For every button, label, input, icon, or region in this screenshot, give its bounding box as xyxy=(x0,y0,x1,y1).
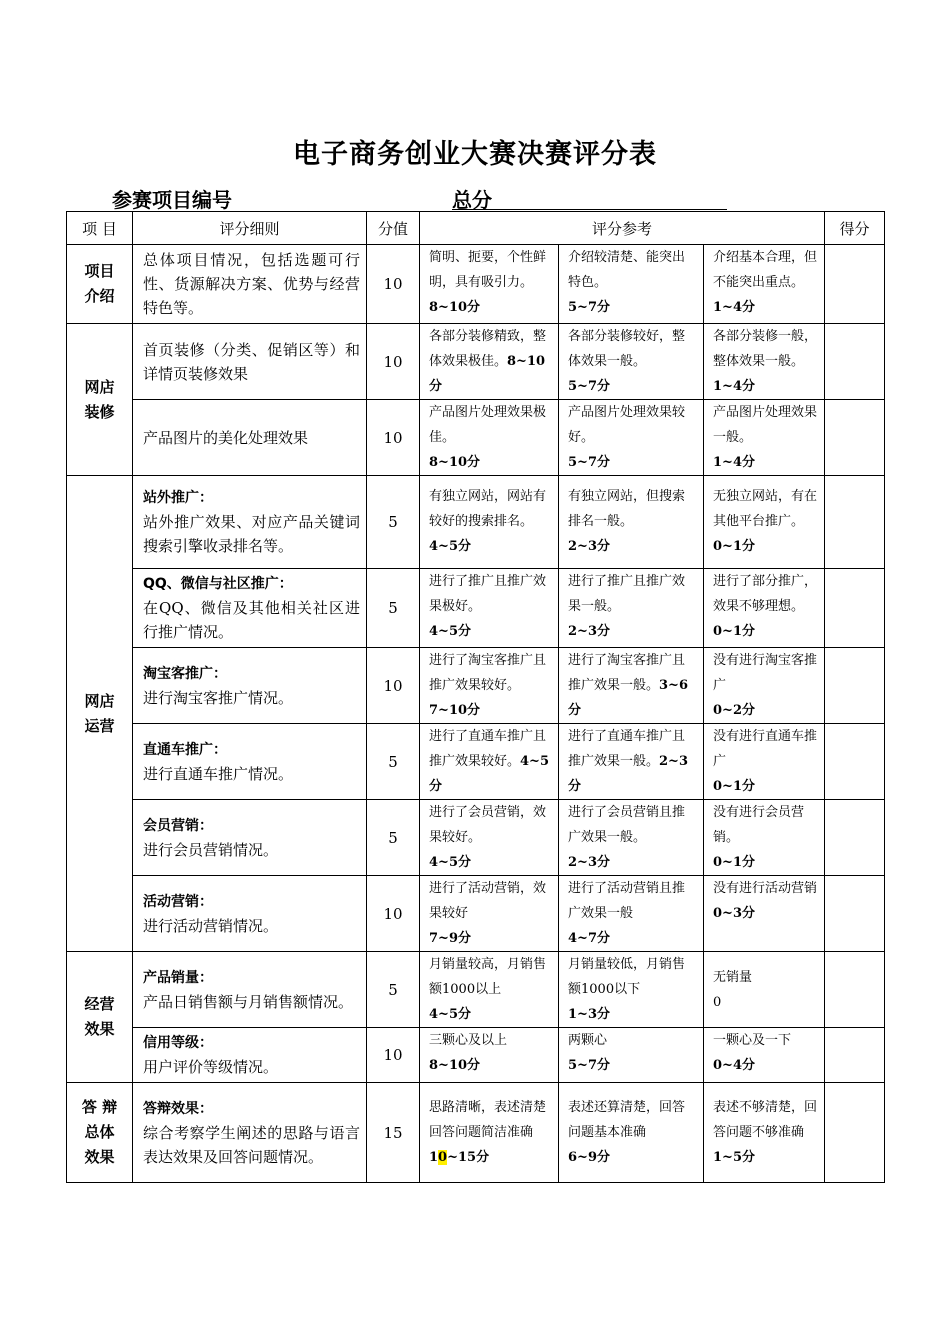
ref-range: 2~3分 xyxy=(568,754,688,794)
criteria-desc: 进行直通车推广情况。 xyxy=(143,764,294,783)
ref-text: 没有进行直通车推广 xyxy=(713,729,818,769)
ref-range: 4~5分 xyxy=(429,539,471,554)
reference-cell xyxy=(704,476,825,569)
category-line: 介绍 xyxy=(84,287,115,305)
category-line: 装修 xyxy=(84,402,115,421)
ref-range: 3~6分 xyxy=(568,678,688,718)
ref-text: 有独立网站，但搜索排名一般。 xyxy=(568,489,686,529)
ref-text: 进行了部分推广，效果不够理想。 xyxy=(713,574,818,614)
header-row xyxy=(67,212,885,245)
total-score-underline xyxy=(452,209,727,210)
ref-text: 简明、扼要，个性鲜明，具有吸引力。 xyxy=(429,250,547,290)
criteria-title: 信用等级： xyxy=(143,1035,213,1051)
score-cell[interactable] xyxy=(825,400,885,476)
criteria-title: 站外推广： xyxy=(143,490,213,506)
header-score: 得分 xyxy=(825,212,885,245)
ref-range: 8~10分 xyxy=(429,455,481,470)
ref-range: 0~1分 xyxy=(713,624,755,639)
reference-cell xyxy=(420,1083,559,1183)
criteria-cell xyxy=(133,569,367,648)
ref-text: 各部分装修一般，整体效果一般。 xyxy=(713,329,818,369)
score-cell[interactable] xyxy=(825,800,885,876)
ref-text: 一颗心及一下 xyxy=(713,1033,792,1048)
category-line: 运营 xyxy=(84,716,115,735)
ref-range: 8~10分 xyxy=(429,354,546,394)
ref-text: 无销量 xyxy=(713,969,753,985)
ref-range: 0~4分 xyxy=(713,1058,755,1073)
ref-text: 进行了直通车推广且推广效果较好。 xyxy=(429,729,547,769)
reference-cell xyxy=(420,569,559,648)
category-line: 总体 xyxy=(84,1123,115,1141)
criteria-desc: 进行会员营销情况。 xyxy=(143,840,279,859)
table-row xyxy=(67,1083,885,1183)
score-cell[interactable] xyxy=(825,952,885,1028)
table-row xyxy=(67,724,885,800)
reference-cell xyxy=(559,800,704,876)
reference-cell xyxy=(420,648,559,724)
table-row xyxy=(67,245,885,324)
score-cell[interactable] xyxy=(825,648,885,724)
score-cell[interactable] xyxy=(825,569,885,648)
ref-text: 没有进行淘宝客推广 xyxy=(713,653,818,693)
highlighted-digit: 0 xyxy=(438,1150,448,1165)
ref-text: 无独立网站，有在其他平台推广。 xyxy=(713,489,818,529)
ref-text: 月销量较高，月销售额1000以上 xyxy=(429,957,547,997)
score-cell[interactable] xyxy=(825,724,885,800)
ref-text: 进行了活动营销，效果较好 xyxy=(429,881,547,921)
category-biz xyxy=(67,952,133,1083)
reference-cell xyxy=(559,476,704,569)
category-line: 答 辩 xyxy=(81,1098,118,1116)
ref-text: 产品图片处理效果一般。 xyxy=(713,405,818,445)
reference-cell xyxy=(704,648,825,724)
ref-range: 1~3分 xyxy=(568,1007,610,1022)
score-cell[interactable] xyxy=(825,1028,885,1083)
ref-range: 1~4分 xyxy=(713,379,755,394)
criteria-title: 会员营销： xyxy=(143,817,213,834)
category-line: 效果 xyxy=(84,1020,115,1038)
table-row xyxy=(67,800,885,876)
reference-cell xyxy=(559,648,704,724)
criteria-cell xyxy=(133,1083,367,1183)
table-row xyxy=(67,876,885,952)
score-cell[interactable] xyxy=(825,1083,885,1183)
value-cell: 5 xyxy=(367,952,420,1028)
ref-range: 0~3分 xyxy=(713,906,755,921)
value-cell: 10 xyxy=(367,648,420,724)
reference-cell xyxy=(704,245,825,324)
project-number-label: 参赛项目编号 xyxy=(112,188,232,212)
table-row xyxy=(67,324,885,400)
category-line: 网店 xyxy=(84,377,115,396)
value-cell: 15 xyxy=(367,1083,420,1183)
reference-cell xyxy=(420,724,559,800)
ref-range: 2~3分 xyxy=(568,624,610,639)
criteria-cell xyxy=(133,1028,367,1083)
header-item: 项 目 xyxy=(67,212,133,245)
ref-text: 进行了推广且推广效果极好。 xyxy=(429,574,547,614)
criteria-title: 直通车推广： xyxy=(143,741,227,758)
category-line: 网店 xyxy=(84,691,115,710)
criteria-cell xyxy=(133,476,367,569)
ref-range: 0~1分 xyxy=(713,779,755,794)
reference-cell xyxy=(420,952,559,1028)
ref-range: 6~9分 xyxy=(568,1150,610,1165)
category-line: 经营 xyxy=(84,995,115,1013)
ref-range: 5~7分 xyxy=(568,379,610,394)
reference-cell xyxy=(704,876,825,952)
page-title: 电子商务创业大赛决赛评分表 xyxy=(293,139,657,170)
ref-text: 两颗心 xyxy=(568,1033,608,1048)
criteria-desc: 首页装修（分类、促销区等）和详情页装修效果 xyxy=(143,340,360,383)
criteria-desc: 进行活动营销情况。 xyxy=(143,916,279,935)
reference-cell xyxy=(559,952,704,1028)
ref-text: 进行了推广且推广效果一般。 xyxy=(568,574,686,614)
criteria-title: 淘宝客推广： xyxy=(143,665,227,682)
table-row xyxy=(67,648,885,724)
ref-text: 产品图片处理效果极佳。 xyxy=(429,405,547,445)
reference-cell xyxy=(420,1028,559,1083)
value-cell: 5 xyxy=(367,800,420,876)
score-cell[interactable] xyxy=(825,476,885,569)
ref-range: 4~5分 xyxy=(429,624,471,639)
ref-range: 1~5分 xyxy=(713,1150,755,1165)
reference-cell xyxy=(559,324,704,400)
category-decor xyxy=(67,324,133,476)
criteria-cell xyxy=(133,648,367,724)
ref-text: 月销量较低，月销售额1000以下 xyxy=(568,957,686,997)
header-details: 评分细则 xyxy=(133,212,367,245)
criteria-title: QQ、微信与社区推广： xyxy=(143,576,293,592)
ref-range: 7~9分 xyxy=(429,931,471,946)
reference-cell xyxy=(704,1083,825,1183)
ref-text: 有独立网站，网站有较好的搜索排名。 xyxy=(429,489,547,529)
header-reference: 评分参考 xyxy=(420,212,825,245)
table-row xyxy=(67,569,885,648)
criteria-desc: 综合考察学生阐述的思路与语言表达效果及回答问题情况。 xyxy=(143,1123,360,1166)
ref-range: 2~3分 xyxy=(568,539,610,554)
criteria-desc: 产品图片的美化处理效果 xyxy=(143,428,309,447)
ref-range: 7~10分 xyxy=(429,703,481,718)
reference-cell xyxy=(559,1083,704,1183)
criteria-desc: 用户评价等级情况。 xyxy=(143,1058,279,1076)
ref-text: 进行了直通车推广且推广效果一般。 xyxy=(568,729,686,769)
header-value: 分值 xyxy=(367,212,420,245)
table-row xyxy=(67,952,885,1028)
criteria-cell xyxy=(133,800,367,876)
ref-text: 各部分装修较好，整体效果一般。 xyxy=(568,329,686,369)
reference-cell xyxy=(420,476,559,569)
category-defense xyxy=(67,1083,133,1183)
reference-cell xyxy=(704,724,825,800)
ref-text: 三颗心及以上 xyxy=(429,1033,508,1048)
category-ops xyxy=(67,476,133,952)
total-score-label: 总分 xyxy=(452,188,492,212)
reference-cell xyxy=(420,800,559,876)
reference-cell xyxy=(704,400,825,476)
value-cell: 5 xyxy=(367,569,420,648)
value-cell: 10 xyxy=(367,245,420,324)
reference-cell xyxy=(559,876,704,952)
ref-range: 5~7分 xyxy=(568,455,610,470)
table-row xyxy=(67,476,885,569)
category-intro xyxy=(67,245,133,324)
ref-range: 5~7分 xyxy=(568,1058,610,1073)
criteria-desc: 进行淘宝客推广情况。 xyxy=(143,688,294,707)
reference-cell xyxy=(559,400,704,476)
criteria-desc: 产品日销售额与月销售额情况。 xyxy=(143,992,354,1011)
ref-range: 1~4分 xyxy=(713,300,755,315)
ref-text: 产品图片处理效果较好。 xyxy=(568,405,686,445)
ref-range: 4~7分 xyxy=(568,931,610,946)
ref-range: 2~3分 xyxy=(568,855,610,870)
reference-cell xyxy=(559,245,704,324)
ref-text: 进行了会员营销，效果较好。 xyxy=(429,805,547,845)
value-cell: 10 xyxy=(367,876,420,952)
scoring-table xyxy=(66,211,885,1183)
ref-range: 0~1分 xyxy=(713,539,755,554)
reference-cell xyxy=(704,569,825,648)
criteria-cell xyxy=(133,952,367,1028)
reference-cell xyxy=(704,800,825,876)
criteria-desc: 站外推广效果、对应产品关键词搜索引擎收录排名等。 xyxy=(143,513,360,555)
score-cell[interactable] xyxy=(825,876,885,952)
ref-range xyxy=(429,1150,489,1165)
value-cell: 5 xyxy=(367,476,420,569)
reference-cell xyxy=(420,400,559,476)
table-row xyxy=(67,400,885,476)
value-cell: 10 xyxy=(367,1028,420,1083)
ref-text: 进行了淘宝客推广且推广效果一般。 xyxy=(568,653,686,693)
criteria-title: 产品销量： xyxy=(143,969,213,986)
score-cell[interactable] xyxy=(825,245,885,324)
criteria-cell xyxy=(133,245,367,324)
ref-text: 没有进行活动营销 xyxy=(713,881,818,896)
criteria-title: 活动营销： xyxy=(143,893,213,910)
ref-text: 没有进行会员营销。 xyxy=(713,805,805,845)
ref-range: 0 xyxy=(713,994,722,1010)
ref-range: 5~7分 xyxy=(568,300,610,315)
criteria-title: 答辩效果： xyxy=(143,1100,213,1117)
ref-range: 4~5分 xyxy=(429,855,471,870)
ref-range: 0~2分 xyxy=(713,703,755,718)
ref-text: 进行了会员营销且推广效果一般。 xyxy=(568,805,686,845)
ref-text: 各部分装修精致，整体效果极佳。 xyxy=(429,329,547,369)
info-line xyxy=(112,184,622,210)
ref-text: 介绍基本合理，但不能突出重点。 xyxy=(713,250,818,290)
reference-cell xyxy=(420,324,559,400)
ref-text: 介绍较清楚、能突出特色。 xyxy=(568,250,686,290)
reference-cell xyxy=(420,245,559,324)
criteria-desc: 在QQ、微信及其他相关社区进行推广情况。 xyxy=(143,599,360,641)
ref-range: 8~10分 xyxy=(429,300,481,315)
criteria-desc: 总体项目情况，包括选题可行性、货源解决方案、优势与经营特色等。 xyxy=(143,251,360,317)
reference-cell xyxy=(420,876,559,952)
value-cell: 10 xyxy=(367,324,420,400)
ref-range: 4~5分 xyxy=(429,754,549,794)
criteria-cell xyxy=(133,400,367,476)
reference-cell xyxy=(559,569,704,648)
ref-range: 8~10分 xyxy=(429,1058,481,1073)
value-cell: 5 xyxy=(367,724,420,800)
reference-cell xyxy=(704,952,825,1028)
ref-range-part: ~15分 xyxy=(447,1150,490,1165)
criteria-cell xyxy=(133,724,367,800)
reference-cell xyxy=(704,1028,825,1083)
reference-cell xyxy=(559,1028,704,1083)
ref-text: 进行了活动营销且推广效果一般 xyxy=(568,881,686,921)
ref-range: 1~4分 xyxy=(713,455,755,470)
ref-range: 4~5分 xyxy=(429,1007,471,1022)
ref-range: 0~1分 xyxy=(713,855,755,870)
criteria-cell xyxy=(133,324,367,400)
reference-cell xyxy=(704,324,825,400)
reference-cell xyxy=(559,724,704,800)
ref-text: 表述还算清楚，回答问题基本准确 xyxy=(568,1100,686,1140)
score-cell[interactable] xyxy=(825,324,885,400)
ref-text: 表述不够清楚，回答问题不够准确 xyxy=(713,1100,818,1140)
category-line: 效果 xyxy=(84,1148,115,1166)
ref-text: 进行了淘宝客推广且推广效果较好。 xyxy=(429,653,547,693)
table-row xyxy=(67,1028,885,1083)
category-line: 项目 xyxy=(84,262,115,280)
ref-text: 思路清晰，表述清楚回答问题简洁准确 xyxy=(429,1100,547,1140)
value-cell: 10 xyxy=(367,400,420,476)
ref-range-part: 1 xyxy=(429,1150,439,1165)
criteria-cell xyxy=(133,876,367,952)
